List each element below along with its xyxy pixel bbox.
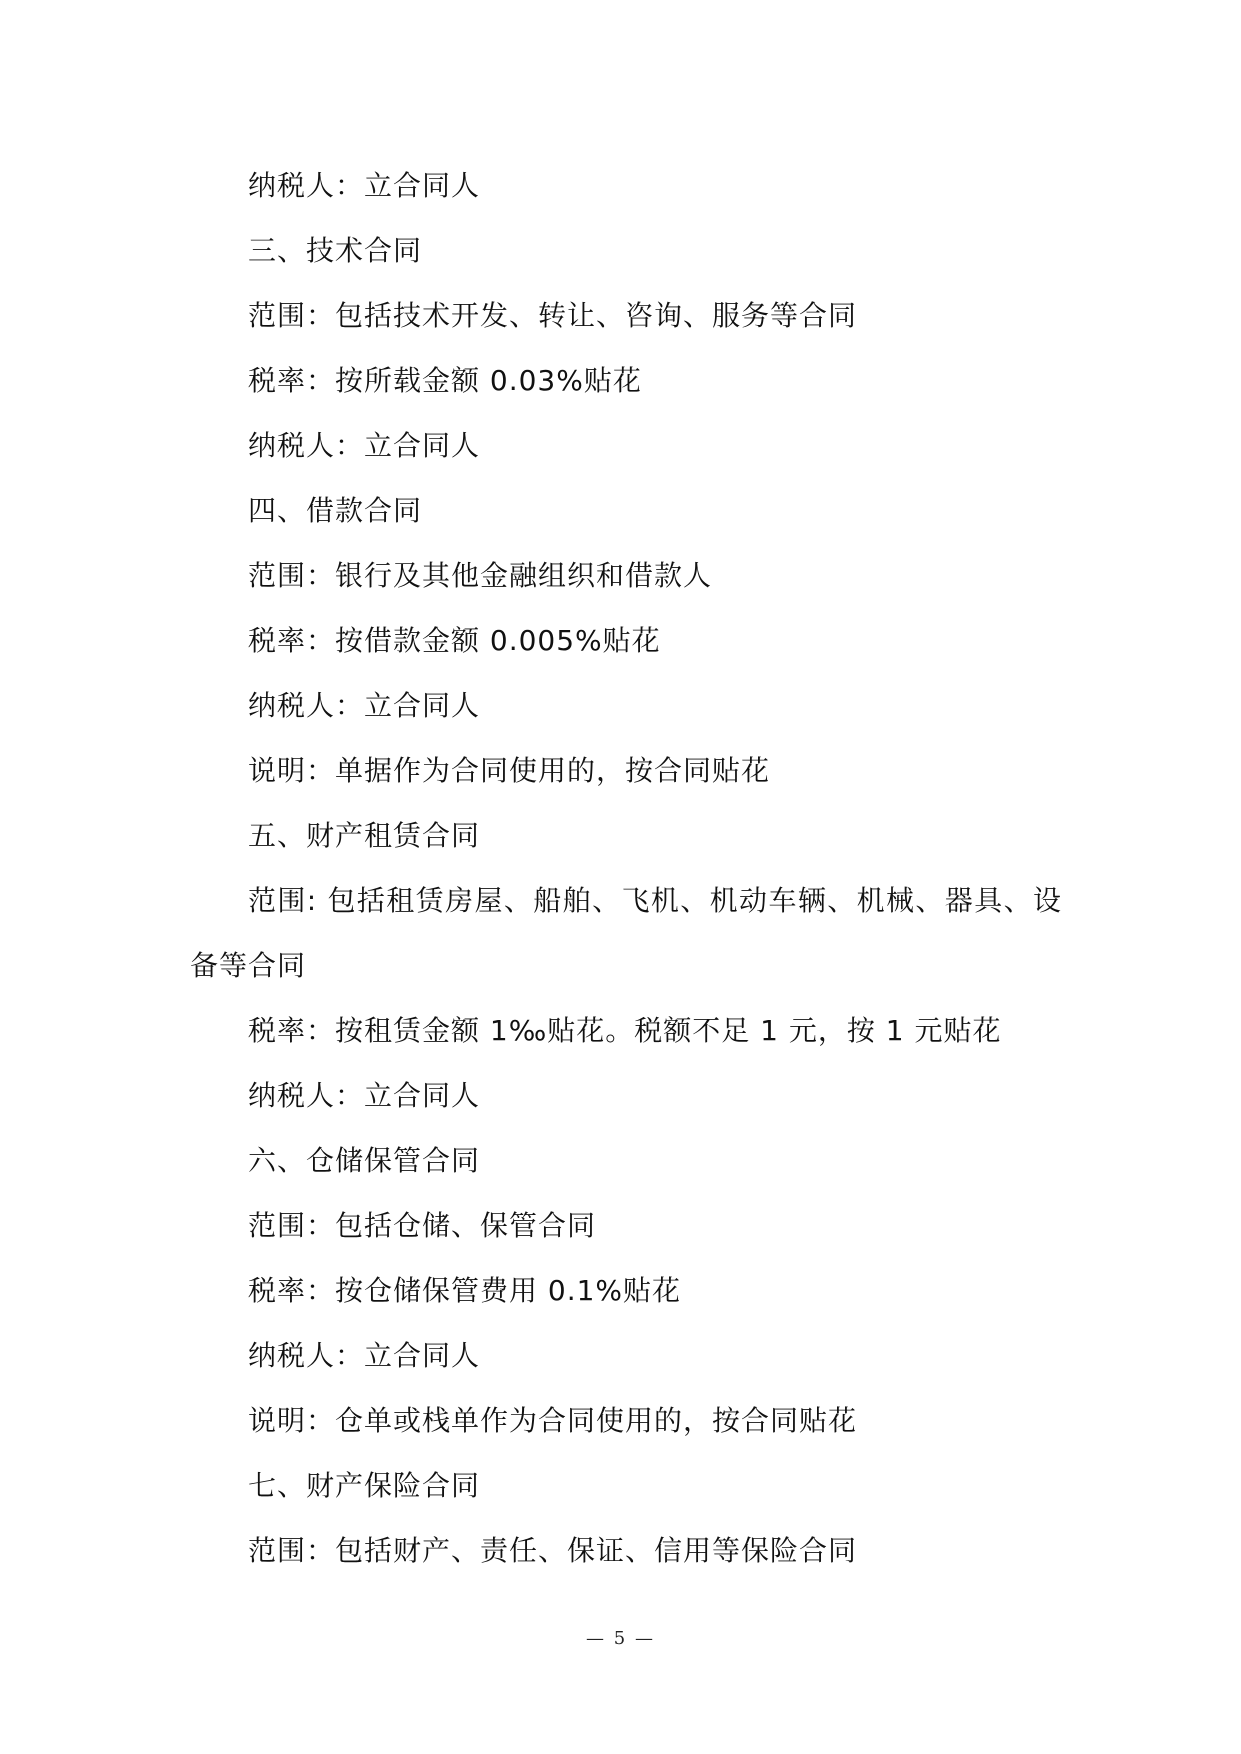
paragraph-taxpayer: 纳税人：立合同人 (248, 689, 481, 722)
heading-loan-contract: 四、借款合同 (248, 494, 423, 527)
paragraph-taxpayer: 纳税人：立合同人 (248, 429, 481, 462)
paragraph-scope: 范围: 包括租赁房屋、船舶、飞机、机动车辆、机械、器具、设 (248, 884, 1062, 917)
paragraph-scope: 范围：包括财产、责任、保证、信用等保险合同 (248, 1534, 858, 1567)
document-body (190, 153, 1062, 1583)
heading-warehousing-contract: 六、仓储保管合同 (248, 1144, 481, 1177)
paragraph-scope: 范围：包括技术开发、转让、咨询、服务等合同 (248, 299, 858, 332)
paragraph-tax-rate: 税率：按租赁金额 1‰贴花。税额不足 1 元，按 1 元贴花 (248, 1014, 1002, 1047)
paragraph-note: 说明：仓单或栈单作为合同使用的，按合同贴花 (248, 1404, 858, 1437)
paragraph-note: 说明：单据作为合同使用的，按合同贴花 (248, 754, 771, 787)
paragraph-scope-continued: 备等合同 (190, 949, 307, 982)
paragraph-taxpayer: 纳税人：立合同人 (248, 1079, 481, 1112)
heading-technology-contract: 三、技术合同 (248, 234, 423, 267)
heading-property-insurance-contract: 七、财产保险合同 (248, 1469, 481, 1502)
paragraph-scope: 范围：银行及其他金融组织和借款人 (248, 559, 713, 592)
heading-property-lease-contract: 五、财产租赁合同 (248, 819, 481, 852)
page-number: — 5 — (586, 1628, 655, 1649)
paragraph-tax-rate: 税率：按借款金额 0.005%贴花 (248, 624, 661, 657)
paragraph-tax-rate: 税率：按所载金额 0.03%贴花 (248, 364, 642, 397)
paragraph-taxpayer: 纳税人：立合同人 (248, 169, 481, 202)
paragraph-scope: 范围：包括仓储、保管合同 (248, 1209, 597, 1242)
paragraph-taxpayer: 纳税人：立合同人 (248, 1339, 481, 1372)
paragraph-tax-rate: 税率：按仓储保管费用 0.1%贴花 (248, 1274, 682, 1307)
